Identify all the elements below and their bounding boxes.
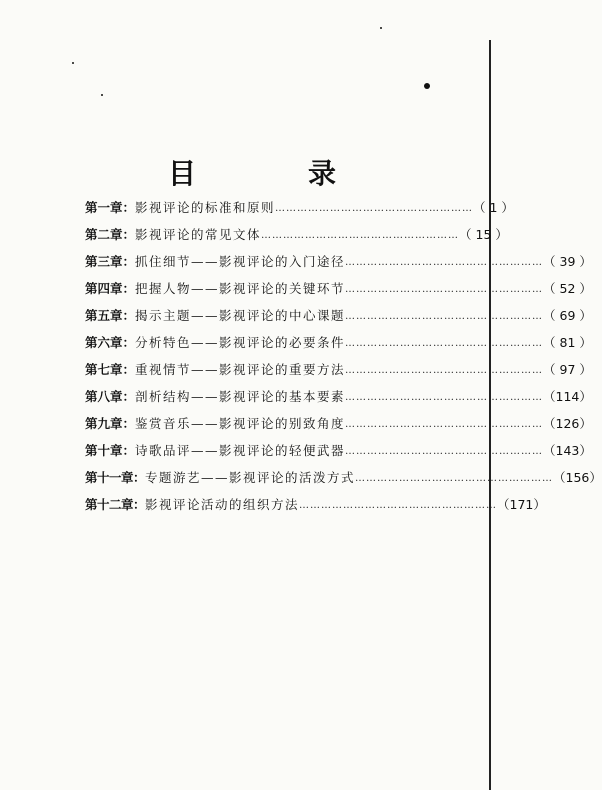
chapter-number: 第三章： — [85, 253, 136, 269]
dot-leader: ……………………………………………… — [345, 364, 544, 376]
toc-entry[interactable] — [85, 409, 592, 436]
page-number: （143） — [543, 442, 592, 458]
dot-leader: ……………………………………………… — [345, 283, 544, 295]
chapter-title: 抓住细节——影视评论的入门途径 — [135, 253, 346, 269]
page-number: （ 69 ） — [543, 307, 592, 323]
chapter-title: 揭示主题——影视评论的中心课题 — [135, 307, 346, 323]
toc-entry[interactable] — [85, 274, 592, 301]
speck — [101, 94, 103, 96]
chapter-number: 第十一章： — [85, 469, 146, 485]
dot-leader: ……………………………………………… — [345, 391, 544, 403]
chapter-title: 影视评论的标准和原则 — [135, 199, 276, 215]
page-number: （114） — [543, 388, 592, 404]
page-number: （156） — [553, 469, 602, 485]
toc-entry[interactable] — [85, 355, 592, 382]
toc-entry[interactable] — [85, 490, 546, 517]
page-number: （ 52 ） — [543, 280, 592, 296]
speck — [380, 27, 382, 29]
chapter-title: 剖析结构——影视评论的基本要素 — [135, 388, 346, 404]
dot-leader: ……………………………………………… — [345, 445, 544, 457]
page-number: （ 39 ） — [543, 253, 592, 269]
chapter-number: 第一章： — [85, 199, 136, 215]
dot-leader: ……………………………………………… — [345, 337, 544, 349]
toc-entry[interactable] — [85, 247, 592, 274]
page-title: 目 录 — [167, 157, 378, 190]
chapter-title: 鉴赏音乐——影视评论的别致角度 — [135, 415, 346, 431]
chapter-title: 诗歌品评——影视评论的轻便武器 — [135, 442, 346, 458]
page-number: （ 1 ） — [473, 199, 514, 215]
chapter-title: 重视情节——影视评论的重要方法 — [135, 361, 346, 377]
page-number: （126） — [543, 415, 592, 431]
dot-leader: ……………………………………………… — [355, 472, 554, 484]
toc-entry[interactable] — [85, 436, 592, 463]
chapter-number: 第二章： — [85, 226, 136, 242]
chapter-number: 第六章： — [85, 334, 136, 350]
page-number: （ 15 ） — [459, 226, 508, 242]
chapter-title: 把握人物——影视评论的关键环节 — [135, 280, 346, 296]
dot-leader: ……………………………………………… — [345, 310, 544, 322]
toc-entry[interactable] — [85, 301, 592, 328]
toc-entry[interactable] — [85, 220, 508, 247]
chapter-title: 影视评论活动的组织方法 — [145, 496, 300, 512]
page-number: （ 81 ） — [543, 334, 592, 350]
toc-list — [85, 193, 602, 517]
dot-leader: ……………………………………………… — [275, 202, 474, 214]
chapter-title: 影视评论的常见文体 — [135, 226, 262, 242]
chapter-number: 第九章： — [85, 415, 136, 431]
chapter-number: 第五章： — [85, 307, 136, 323]
chapter-number: 第十二章： — [85, 496, 146, 512]
chapter-title: 专题游艺——影视评论的活泼方式 — [145, 469, 356, 485]
toc-entry[interactable] — [85, 328, 592, 355]
dot-leader: ……………………………………………… — [345, 256, 544, 268]
toc-entry[interactable] — [85, 463, 602, 490]
page-number: （ 97 ） — [543, 361, 592, 377]
page-number: （171） — [497, 496, 546, 512]
speck — [72, 62, 74, 64]
dot-leader: ……………………………………………… — [345, 418, 544, 430]
chapter-number: 第七章： — [85, 361, 136, 377]
ink-spot — [424, 83, 430, 89]
dot-leader: ……………………………………………… — [299, 499, 498, 511]
toc-entry[interactable] — [85, 382, 592, 409]
toc-entry[interactable] — [85, 193, 514, 220]
chapter-number: 第十章： — [85, 442, 136, 458]
chapter-number: 第四章： — [85, 280, 136, 296]
dot-leader: ……………………………………………… — [261, 229, 460, 241]
chapter-number: 第八章： — [85, 388, 136, 404]
chapter-title: 分析特色——影视评论的必要条件 — [135, 334, 346, 350]
